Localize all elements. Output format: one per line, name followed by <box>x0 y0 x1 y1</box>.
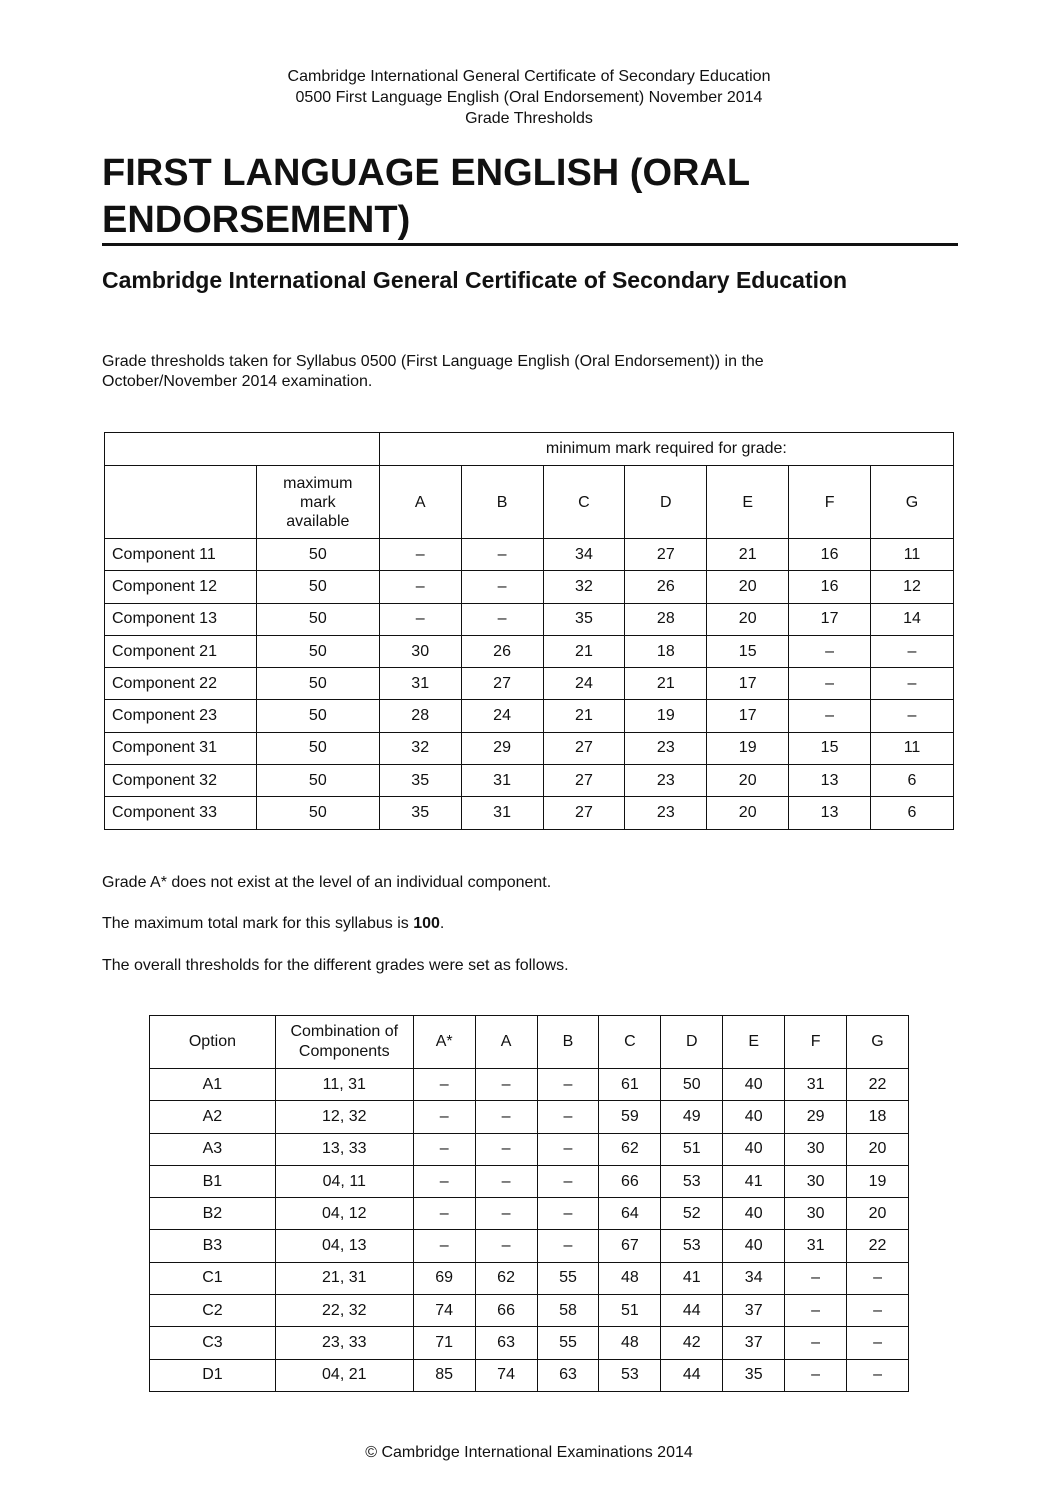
table-row <box>105 603 954 635</box>
table-cell: 18 <box>625 635 707 667</box>
row-label-cell: Component 13 <box>105 603 257 635</box>
table-cell: 23 <box>625 732 707 764</box>
table-row <box>150 1133 909 1165</box>
max-mark-header-line-1: maximum <box>283 474 353 492</box>
table-cell: 26 <box>461 635 543 667</box>
table-cell: – <box>413 1230 475 1262</box>
table-cell: 50 <box>256 603 379 635</box>
row-label-cell: Component 12 <box>105 571 257 603</box>
table-cell: – <box>847 1327 909 1359</box>
row-label-cell: Component 32 <box>105 765 257 797</box>
table-cell: 37 <box>723 1295 785 1327</box>
component-table-top-header-row <box>105 433 954 466</box>
grade-header-g: G <box>871 466 954 539</box>
empty-header-cell <box>105 433 380 466</box>
grade-header-a: A <box>379 466 461 539</box>
table-cell: 31 <box>461 797 543 829</box>
note-max-suffix: . <box>439 915 445 932</box>
table-cell: 20 <box>707 603 789 635</box>
combination-header-line-1: Combination of <box>290 1023 399 1040</box>
table-cell: 32 <box>379 732 461 764</box>
table-cell: 20 <box>707 765 789 797</box>
grade-header-c: C <box>599 1016 661 1069</box>
table-cell: 31 <box>379 668 461 700</box>
table-cell: 23, 33 <box>275 1327 413 1359</box>
table-cell: 19 <box>847 1165 909 1197</box>
table-cell: – <box>379 571 461 603</box>
table-cell: 12 <box>871 571 954 603</box>
table-cell: 21 <box>707 539 789 571</box>
table-cell: 28 <box>379 700 461 732</box>
table-cell: 20 <box>847 1198 909 1230</box>
row-label-cell: A2 <box>150 1101 276 1133</box>
table-cell: 42 <box>661 1327 723 1359</box>
note-astar: Grade A* does not exist at the level of an individual component. <box>102 874 552 891</box>
component-thresholds-table <box>104 432 954 830</box>
table-cell: 50 <box>661 1069 723 1101</box>
table-cell: – <box>475 1069 537 1101</box>
table-cell: 41 <box>723 1165 785 1197</box>
table-cell: – <box>413 1165 475 1197</box>
table-cell: 27 <box>625 539 707 571</box>
component-table-header-row <box>105 466 954 539</box>
option-table-header-row <box>150 1016 909 1069</box>
note-max-value: 100 <box>413 915 440 932</box>
table-row <box>150 1230 909 1262</box>
table-cell: 14 <box>871 603 954 635</box>
table-cell: – <box>537 1101 599 1133</box>
table-cell: – <box>475 1230 537 1262</box>
title-rule <box>102 243 958 246</box>
page-title <box>102 150 958 244</box>
table-row <box>150 1295 909 1327</box>
table-cell: 18 <box>847 1101 909 1133</box>
table-cell: – <box>785 1262 847 1294</box>
grade-header-d: D <box>625 466 707 539</box>
table-cell: 64 <box>599 1198 661 1230</box>
option-thresholds-table <box>149 1015 909 1392</box>
table-cell: – <box>789 635 871 667</box>
table-cell: 59 <box>599 1101 661 1133</box>
row-label-cell: B2 <box>150 1198 276 1230</box>
table-cell: – <box>475 1165 537 1197</box>
table-row <box>150 1359 909 1391</box>
table-cell: 50 <box>256 635 379 667</box>
table-cell: 31 <box>461 765 543 797</box>
table-cell: 71 <box>413 1327 475 1359</box>
table-cell: 21 <box>543 635 625 667</box>
table-cell: – <box>789 700 871 732</box>
title-line-2: ENDORSEMENT) <box>102 199 411 241</box>
table-cell: 15 <box>707 635 789 667</box>
table-cell: – <box>413 1133 475 1165</box>
table-row <box>150 1069 909 1101</box>
table-cell: 15 <box>789 732 871 764</box>
table-cell: 30 <box>785 1198 847 1230</box>
table-cell: 30 <box>785 1165 847 1197</box>
table-cell: 74 <box>475 1359 537 1391</box>
table-cell: 34 <box>543 539 625 571</box>
table-cell: 24 <box>543 668 625 700</box>
table-cell: 27 <box>543 797 625 829</box>
table-cell: 35 <box>543 603 625 635</box>
table-cell: 13 <box>789 765 871 797</box>
table-cell: 50 <box>256 700 379 732</box>
table-cell: 11 <box>871 539 954 571</box>
table-cell: 37 <box>723 1327 785 1359</box>
table-cell: 74 <box>413 1295 475 1327</box>
table-cell: 04, 21 <box>275 1359 413 1391</box>
table-cell: 40 <box>723 1069 785 1101</box>
table-row <box>150 1101 909 1133</box>
table-cell: 16 <box>789 571 871 603</box>
table-cell: 51 <box>661 1133 723 1165</box>
table-cell: 67 <box>599 1230 661 1262</box>
table-row <box>105 539 954 571</box>
table-cell: 26 <box>625 571 707 603</box>
table-cell: 30 <box>785 1133 847 1165</box>
table-cell: 62 <box>599 1133 661 1165</box>
combination-header-line-2: Components <box>298 1043 390 1060</box>
table-cell: 49 <box>661 1101 723 1133</box>
document-header <box>0 66 1058 129</box>
row-label-cell: Component 21 <box>105 635 257 667</box>
row-label-cell: D1 <box>150 1359 276 1391</box>
table-cell: 32 <box>543 571 625 603</box>
table-cell: 53 <box>599 1359 661 1391</box>
table-cell: 61 <box>599 1069 661 1101</box>
table-cell: 20 <box>707 797 789 829</box>
table-cell: – <box>537 1133 599 1165</box>
row-label-cell: Component 11 <box>105 539 257 571</box>
table-cell: 35 <box>379 797 461 829</box>
table-cell: 6 <box>871 765 954 797</box>
table-cell: 16 <box>789 539 871 571</box>
header-line-1: Cambridge International General Certificate of Secondary Education <box>287 68 771 85</box>
table-cell: 21 <box>543 700 625 732</box>
empty-header-cell <box>105 466 257 539</box>
table-row <box>105 668 954 700</box>
table-cell: 53 <box>661 1230 723 1262</box>
note-max-total <box>102 914 444 934</box>
component-table-body <box>105 433 954 830</box>
table-cell: – <box>537 1230 599 1262</box>
grade-header-e: E <box>723 1016 785 1069</box>
grade-header-f: F <box>785 1016 847 1069</box>
table-cell: 40 <box>723 1101 785 1133</box>
min-mark-header: minimum mark required for grade: <box>379 433 953 466</box>
table-cell: 21, 31 <box>275 1262 413 1294</box>
table-cell: 17 <box>789 603 871 635</box>
table-cell: 85 <box>413 1359 475 1391</box>
table-cell: 27 <box>543 732 625 764</box>
table-cell: 50 <box>256 797 379 829</box>
table-cell: – <box>871 700 954 732</box>
table-cell: – <box>847 1262 909 1294</box>
table-cell: 04, 11 <box>275 1165 413 1197</box>
grade-header-g: G <box>847 1016 909 1069</box>
row-label-cell: B1 <box>150 1165 276 1197</box>
row-label-cell: A3 <box>150 1133 276 1165</box>
table-cell: 19 <box>625 700 707 732</box>
table-cell: 69 <box>413 1262 475 1294</box>
intro-line-1: Grade thresholds taken for Syllabus 0500 (First Language English (Oral Endorsement)) in the <box>102 353 764 370</box>
grade-header-c: C <box>543 466 625 539</box>
table-cell: 66 <box>599 1165 661 1197</box>
intro-paragraph <box>102 352 922 392</box>
table-cell: 22 <box>847 1069 909 1101</box>
table-cell: 17 <box>707 700 789 732</box>
table-cell: 50 <box>256 765 379 797</box>
table-cell: 17 <box>707 668 789 700</box>
row-label-cell: C1 <box>150 1262 276 1294</box>
table-cell: – <box>461 603 543 635</box>
table-cell: 40 <box>723 1198 785 1230</box>
table-row <box>105 700 954 732</box>
table-row <box>150 1327 909 1359</box>
table-cell: – <box>785 1359 847 1391</box>
table-cell: 12, 32 <box>275 1101 413 1133</box>
table-cell: 51 <box>599 1295 661 1327</box>
table-cell: 66 <box>475 1295 537 1327</box>
table-cell: 63 <box>537 1359 599 1391</box>
table-cell: 21 <box>625 668 707 700</box>
table-cell: 50 <box>256 571 379 603</box>
table-cell: 20 <box>847 1133 909 1165</box>
table-cell: 34 <box>723 1262 785 1294</box>
table-cell: – <box>461 539 543 571</box>
table-cell: 58 <box>537 1295 599 1327</box>
table-cell: 04, 12 <box>275 1198 413 1230</box>
grade-header-b: B <box>461 466 543 539</box>
table-cell: – <box>537 1069 599 1101</box>
table-cell: 50 <box>256 539 379 571</box>
table-cell: 52 <box>661 1198 723 1230</box>
table-cell: – <box>537 1165 599 1197</box>
combination-header <box>275 1016 413 1069</box>
table-cell: 11, 31 <box>275 1069 413 1101</box>
header-line-3: Grade Thresholds <box>465 110 593 127</box>
max-mark-header-line-2: mark <box>300 493 336 511</box>
table-cell: – <box>461 571 543 603</box>
table-cell: – <box>847 1359 909 1391</box>
table-cell: 04, 13 <box>275 1230 413 1262</box>
grade-header-e: E <box>707 466 789 539</box>
row-label-cell: A1 <box>150 1069 276 1101</box>
table-cell: – <box>537 1198 599 1230</box>
table-cell: 13, 33 <box>275 1133 413 1165</box>
row-label-cell: C3 <box>150 1327 276 1359</box>
max-mark-header <box>256 466 379 539</box>
table-cell: 35 <box>723 1359 785 1391</box>
table-cell: – <box>785 1327 847 1359</box>
table-cell: 31 <box>785 1230 847 1262</box>
table-cell: 40 <box>723 1133 785 1165</box>
table-cell: – <box>475 1101 537 1133</box>
table-cell: 11 <box>871 732 954 764</box>
option-table-body <box>150 1016 909 1392</box>
table-cell: 19 <box>707 732 789 764</box>
table-cell: 29 <box>461 732 543 764</box>
table-row <box>105 732 954 764</box>
copyright-footer: © Cambridge International Examinations 2014 <box>365 1444 693 1461</box>
grade-header-a: A <box>475 1016 537 1069</box>
table-cell: – <box>413 1101 475 1133</box>
table-cell: 41 <box>661 1262 723 1294</box>
grade-header-d: D <box>661 1016 723 1069</box>
page-subtitle: Cambridge International General Certificate of Secondary Education <box>102 267 848 293</box>
table-cell: – <box>847 1295 909 1327</box>
table-cell: 55 <box>537 1262 599 1294</box>
table-cell: – <box>379 603 461 635</box>
table-cell: 29 <box>785 1101 847 1133</box>
row-label-cell: Component 23 <box>105 700 257 732</box>
row-label-cell: Component 31 <box>105 732 257 764</box>
table-cell: 20 <box>707 571 789 603</box>
table-cell: 23 <box>625 797 707 829</box>
table-cell: – <box>871 668 954 700</box>
table-cell: 62 <box>475 1262 537 1294</box>
table-cell: 55 <box>537 1327 599 1359</box>
table-row <box>105 635 954 667</box>
table-cell: 53 <box>661 1165 723 1197</box>
row-label-cell: C2 <box>150 1295 276 1327</box>
table-cell: 35 <box>379 765 461 797</box>
table-row <box>105 571 954 603</box>
note-overall: The overall thresholds for the different grades were set as follows. <box>102 957 569 974</box>
table-cell: 23 <box>625 765 707 797</box>
table-cell: 31 <box>785 1069 847 1101</box>
table-cell: – <box>413 1069 475 1101</box>
table-cell: – <box>785 1295 847 1327</box>
table-cell: 48 <box>599 1262 661 1294</box>
table-cell: – <box>413 1198 475 1230</box>
table-row <box>150 1165 909 1197</box>
table-cell: 44 <box>661 1295 723 1327</box>
max-mark-header-line-3: available <box>286 512 350 530</box>
table-cell: 27 <box>543 765 625 797</box>
table-row <box>105 765 954 797</box>
table-cell: 50 <box>256 668 379 700</box>
grade-header-b: B <box>537 1016 599 1069</box>
table-cell: 63 <box>475 1327 537 1359</box>
table-cell: 27 <box>461 668 543 700</box>
grade-header-astar: A* <box>413 1016 475 1069</box>
table-cell: 50 <box>256 732 379 764</box>
table-cell: 48 <box>599 1327 661 1359</box>
table-cell: – <box>789 668 871 700</box>
table-cell: 24 <box>461 700 543 732</box>
row-label-cell: B3 <box>150 1230 276 1262</box>
table-cell: 22 <box>847 1230 909 1262</box>
title-line-1: FIRST LANGUAGE ENGLISH (ORAL <box>102 152 751 194</box>
table-row <box>105 797 954 829</box>
row-label-cell: Component 22 <box>105 668 257 700</box>
table-cell: – <box>475 1133 537 1165</box>
table-cell: 6 <box>871 797 954 829</box>
table-cell: 30 <box>379 635 461 667</box>
table-cell: – <box>379 539 461 571</box>
table-cell: 28 <box>625 603 707 635</box>
note-max-prefix: The maximum total mark for this syllabus is <box>102 915 414 932</box>
table-cell: 13 <box>789 797 871 829</box>
table-cell: 44 <box>661 1359 723 1391</box>
table-cell: – <box>475 1198 537 1230</box>
header-line-2: 0500 First Language English (Oral Endorsement) November 2014 <box>295 89 763 106</box>
intro-line-2: October/November 2014 examination. <box>102 373 373 390</box>
row-label-cell: Component 33 <box>105 797 257 829</box>
grade-header-f: F <box>789 466 871 539</box>
table-row <box>150 1198 909 1230</box>
table-row <box>150 1262 909 1294</box>
table-cell: 22, 32 <box>275 1295 413 1327</box>
table-cell: – <box>871 635 954 667</box>
option-header: Option <box>150 1016 276 1069</box>
table-cell: 40 <box>723 1230 785 1262</box>
